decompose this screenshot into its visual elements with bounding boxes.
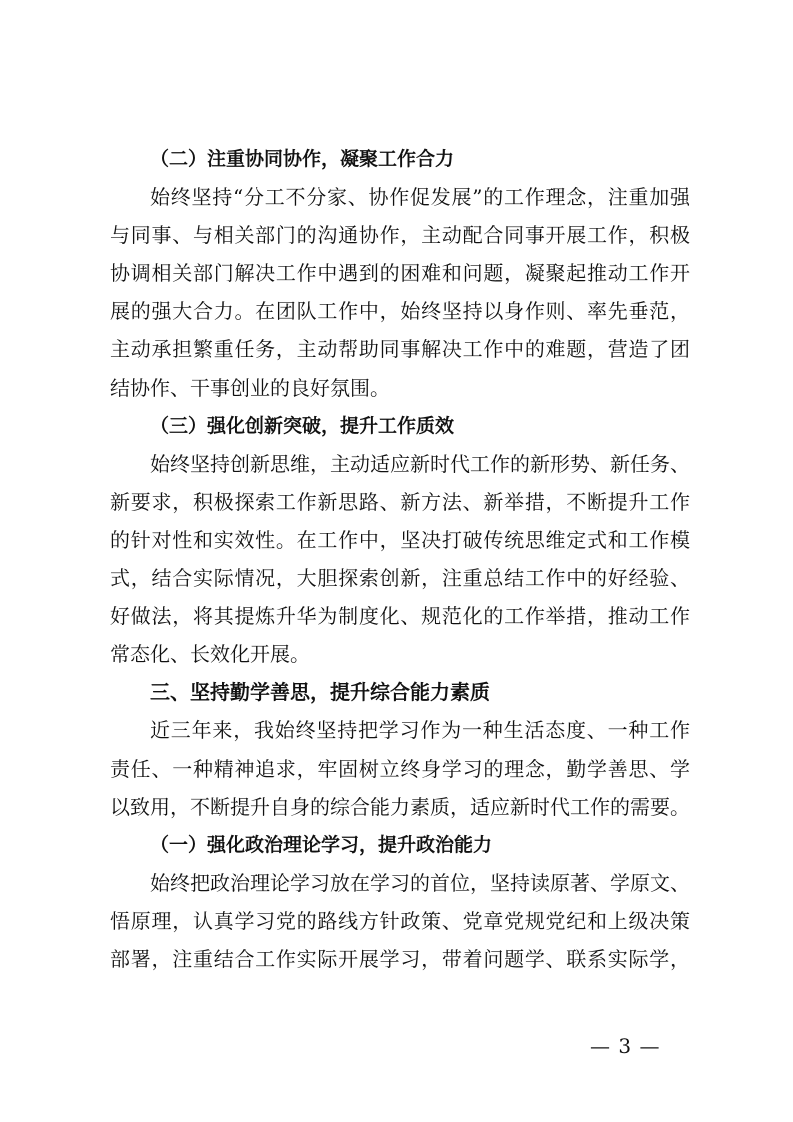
- paragraph-line: 的针对性和实效性。在工作中，坚决打破传统思维定式和工作模: [110, 527, 690, 552]
- paragraph-line: 以致用，不断提升自身的综合能力素质，适应新时代工作的需要。: [110, 794, 690, 819]
- page-number: — 3 —: [590, 1034, 661, 1058]
- section-heading-study: 三、坚持勤学善思，提升综合能力素质: [150, 680, 490, 705]
- paragraph-line: 新要求，积极探索工作新思路、新方法、新举措，不断提升工作: [110, 489, 690, 514]
- paragraph-line: 与同事、与相关部门的沟通协作，主动配合同事开展工作，积极: [110, 223, 690, 248]
- paragraph-line: 责任、一种精神追求，牢固树立终身学习的理念，勤学善思、学: [110, 756, 690, 781]
- paragraph-line: 近三年来，我始终坚持把学习作为一种生活态度、一种工作: [150, 718, 690, 743]
- paragraph-line: 始终坚持创新思维，主动适应新时代工作的新形势、新任务、: [150, 451, 690, 476]
- paragraph-line: 常态化、长效化开展。: [110, 642, 310, 667]
- paragraph-line: 式，结合实际情况，大胆探索创新，注重总结工作中的好经验、: [110, 566, 690, 591]
- paragraph-line: 结协作、干事创业的良好氛围。: [110, 375, 390, 400]
- section-heading-innovation: （三）强化创新突破，提升工作质效: [150, 414, 455, 437]
- paragraph-line: 悟原理，认真学习党的路线方针政策、党章党规党纪和上级决策: [110, 908, 690, 933]
- section-heading-cooperation: （二）注重协同协作，凝聚工作合力: [150, 148, 455, 170]
- document-body: [110, 140, 690, 978]
- paragraph-line: 好做法，将其提炼升华为制度化、规范化的工作举措，推动工作: [110, 604, 690, 629]
- paragraph-line: 展的强大合力。在团队工作中，始终坚持以身作则、率先垂范，: [110, 299, 690, 324]
- paragraph-line: 主动承担繁重任务，主动帮助同事解决工作中的难题，营造了团: [110, 337, 690, 362]
- paragraph-line: 部署，注重结合工作实际开展学习，带着问题学、联系实际学，: [110, 946, 690, 971]
- paragraph-line: 始终坚持“分工不分家、协作促发展”的工作理念，注重加强: [150, 185, 690, 210]
- section-heading-political-theory: （一）强化政治理论学习，提升政治能力: [150, 833, 493, 856]
- paragraph-line: 始终把政治理论学习放在学习的首位，坚持读原著、学原文、: [150, 870, 690, 895]
- paragraph-line: 协调相关部门解决工作中遇到的困难和问题，凝聚起推动工作开: [110, 261, 690, 286]
